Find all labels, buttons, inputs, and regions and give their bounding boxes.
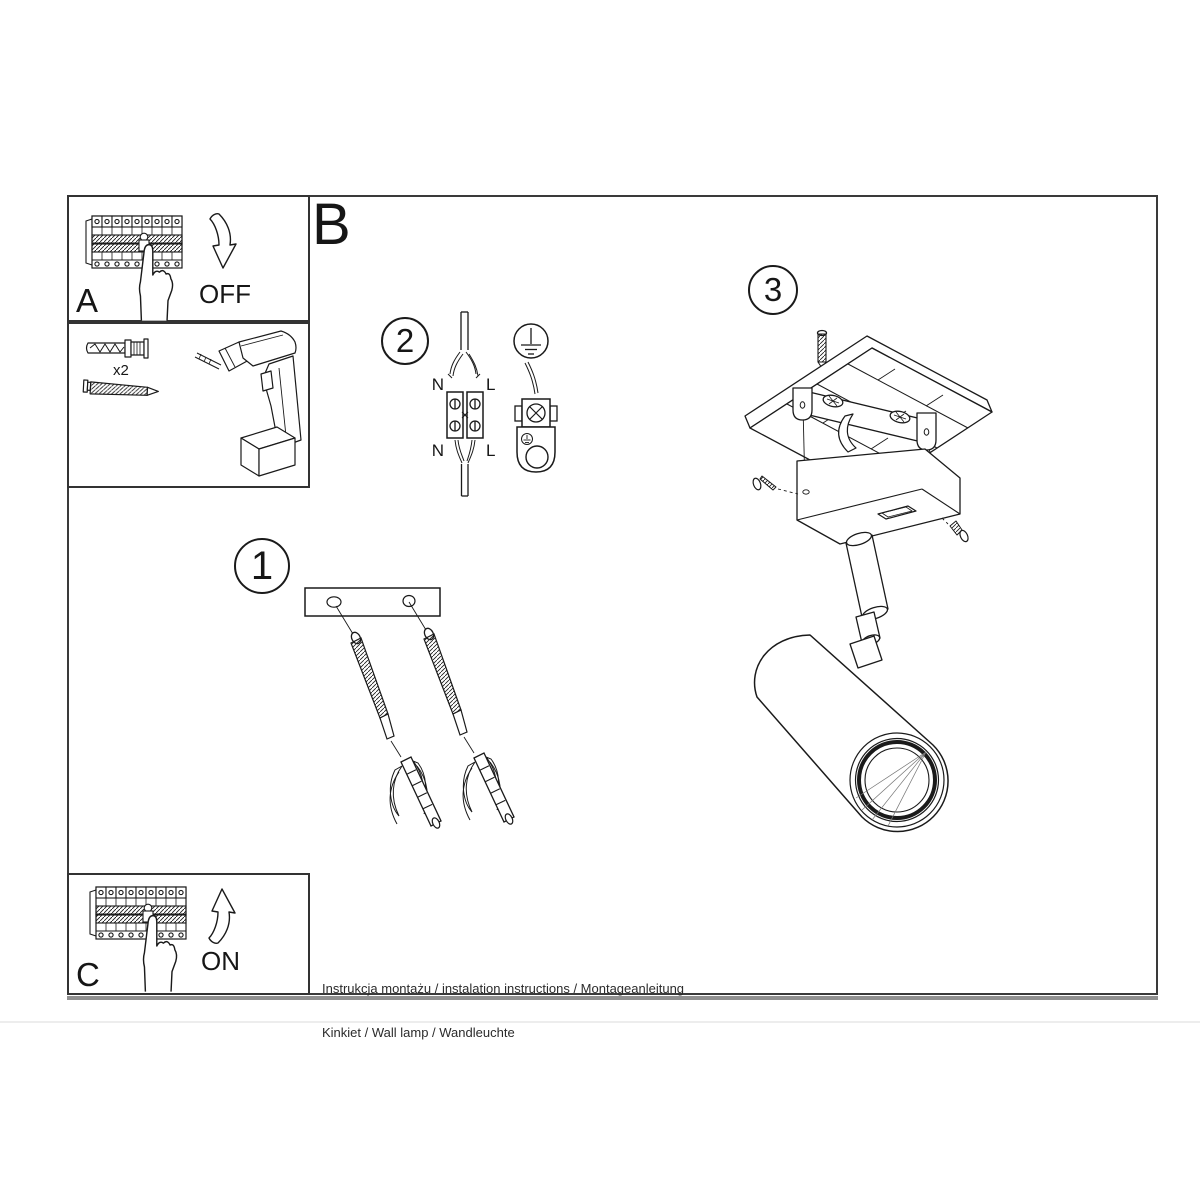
label-l-top: L <box>486 375 496 394</box>
mounting-plate-diagram <box>305 588 514 829</box>
tools-drawing <box>83 331 301 476</box>
label-n-top: N <box>431 375 444 394</box>
ceiling-assembly-diagram <box>745 331 992 832</box>
panel-c-label: C <box>76 956 100 993</box>
screw-icon <box>83 380 159 397</box>
ground-symbol-icon <box>514 324 548 358</box>
step-2-badge: 2 <box>381 317 429 365</box>
off-arrow-down-icon <box>210 214 236 268</box>
label-l-bottom: L <box>486 441 496 460</box>
wiring-diagram <box>432 312 557 496</box>
panel-a-label: A <box>76 282 99 319</box>
wall-anchor-icon <box>87 339 149 358</box>
lamp-canopy <box>752 449 970 544</box>
panel-a-state: OFF <box>199 279 251 309</box>
section-b-label: B <box>312 192 351 257</box>
on-arrow-up-icon <box>209 889 235 943</box>
anchor-quantity-label: x2 <box>113 362 129 379</box>
label-n-bottom: N <box>431 441 444 460</box>
breaker-panel-icon <box>90 887 186 939</box>
canopy-side-screw <box>752 476 798 494</box>
footer-text <box>322 953 684 1069</box>
slab-screw-icon <box>818 331 827 369</box>
canopy-side-screw <box>942 518 970 543</box>
panel-c-state: ON <box>201 946 240 976</box>
footer-line1: Instrukcja montażu / instalation instructions / Montageanleitung <box>322 981 685 996</box>
drill-icon <box>195 331 301 476</box>
footer-line2: Kinkiet / Wall lamp / Wandleuchte <box>322 1024 515 1040</box>
step-1-badge: 1 <box>234 538 290 594</box>
step-3-badge: 3 <box>748 265 798 315</box>
spotlight-body <box>755 635 949 832</box>
ground-clamp-icon <box>515 399 557 472</box>
breaker-panel-icon <box>86 216 182 268</box>
lamp-stem <box>845 530 889 668</box>
